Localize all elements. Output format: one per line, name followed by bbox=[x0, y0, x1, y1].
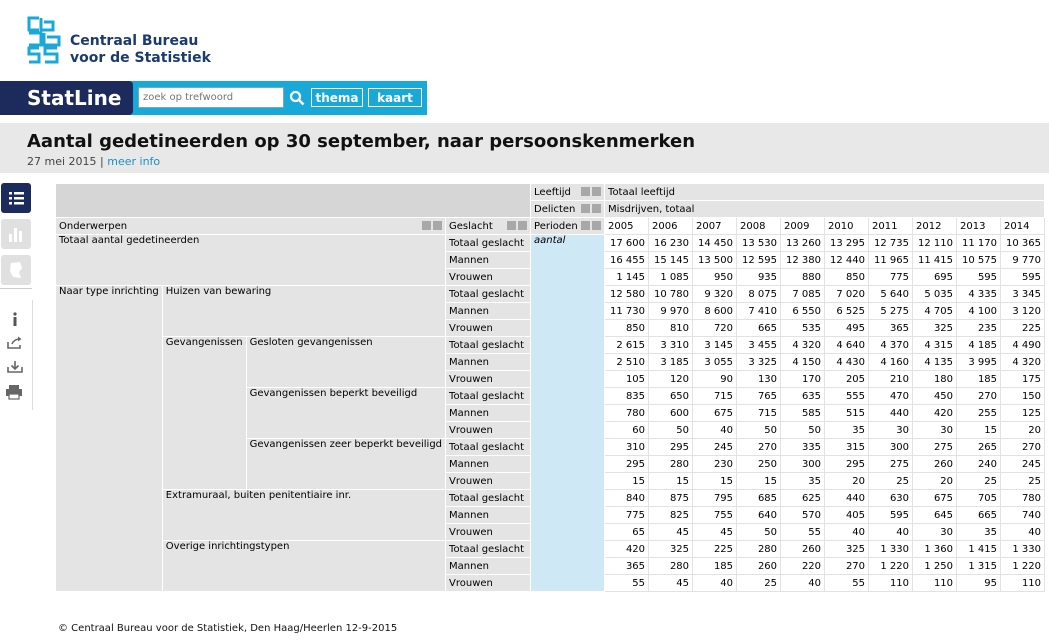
value-cell: 15 bbox=[649, 473, 693, 490]
row-label-zeer-beperkt[interactable]: Gevangenissen zeer beperkt beveiligd bbox=[246, 439, 445, 490]
row-label-sex[interactable]: Mannen bbox=[446, 456, 531, 473]
value-cell: 325 bbox=[649, 541, 693, 558]
dim-leeftijd-value: Totaal leeftijd bbox=[605, 184, 1045, 201]
value-cell: 10 575 bbox=[957, 252, 1001, 269]
value-cell: 15 bbox=[605, 473, 649, 490]
unit-cell bbox=[531, 235, 605, 592]
value-cell: 125 bbox=[1001, 405, 1045, 422]
row-label-sex[interactable]: Mannen bbox=[446, 405, 531, 422]
value-cell: 2 510 bbox=[605, 354, 649, 371]
dim-perioden-label: Perioden bbox=[534, 220, 578, 232]
download-icon[interactable] bbox=[6, 360, 24, 374]
value-cell: 25 bbox=[1001, 473, 1045, 490]
value-cell: 635 bbox=[781, 388, 825, 405]
value-cell: 265 bbox=[957, 439, 1001, 456]
row-label-sex[interactable]: Totaal geslacht bbox=[446, 286, 531, 303]
value-cell: 335 bbox=[781, 439, 825, 456]
value-cell: 705 bbox=[957, 490, 1001, 507]
value-cell: 495 bbox=[825, 320, 869, 337]
value-cell: 13 295 bbox=[825, 235, 869, 252]
value-cell: 15 bbox=[737, 473, 781, 490]
value-cell: 5 275 bbox=[869, 303, 913, 320]
dim-delicten[interactable] bbox=[531, 201, 605, 218]
row-label-gevangenissen[interactable]: Gevangenissen bbox=[162, 337, 246, 490]
value-cell: 420 bbox=[605, 541, 649, 558]
value-cell: 95 bbox=[957, 575, 1001, 592]
row-label-sex[interactable]: Mannen bbox=[446, 507, 531, 524]
value-cell: 250 bbox=[737, 456, 781, 473]
list-icon bbox=[1, 183, 31, 213]
value-cell: 110 bbox=[1001, 575, 1045, 592]
value-cell: 16 455 bbox=[605, 252, 649, 269]
value-cell: 12 440 bbox=[825, 252, 869, 269]
value-cell: 795 bbox=[693, 490, 737, 507]
value-cell: 110 bbox=[869, 575, 913, 592]
value-cell: 25 bbox=[869, 473, 913, 490]
value-cell: 120 bbox=[649, 371, 693, 388]
value-cell: 1 330 bbox=[1001, 541, 1045, 558]
cbs-logo-icon[interactable] bbox=[27, 16, 61, 64]
value-cell: 7 020 bbox=[825, 286, 869, 303]
value-cell: 50 bbox=[737, 422, 781, 439]
value-cell: 175 bbox=[1001, 371, 1045, 388]
value-cell: 275 bbox=[913, 439, 957, 456]
value-cell: 585 bbox=[781, 405, 825, 422]
value-cell: 810 bbox=[649, 320, 693, 337]
value-cell: 3 455 bbox=[737, 337, 781, 354]
value-cell: 1 085 bbox=[649, 269, 693, 286]
row-label-sex[interactable]: Totaal geslacht bbox=[446, 337, 531, 354]
year-header[interactable]: 2011 bbox=[869, 218, 913, 235]
value-cell: 4 160 bbox=[869, 354, 913, 371]
value-cell: 840 bbox=[605, 490, 649, 507]
value-cell: 4 135 bbox=[913, 354, 957, 371]
value-cell: 280 bbox=[649, 558, 693, 575]
row-label-sex[interactable]: Totaal geslacht bbox=[446, 541, 531, 558]
row-label-naar-type[interactable]: Naar type inrichting bbox=[56, 286, 163, 592]
value-cell: 40 bbox=[693, 422, 737, 439]
dim-leeftijd[interactable] bbox=[531, 184, 605, 201]
value-cell: 55 bbox=[781, 524, 825, 541]
footer-copyright: © Centraal Bureau voor de Statistiek, Den Haag/Heerlen 12-9-2015 bbox=[58, 623, 398, 634]
value-cell: 665 bbox=[957, 507, 1001, 524]
value-cell: 4 320 bbox=[781, 337, 825, 354]
row-label-sex[interactable]: Vrouwen bbox=[446, 422, 531, 439]
value-cell: 50 bbox=[781, 422, 825, 439]
value-cell: 595 bbox=[957, 269, 1001, 286]
value-cell: 645 bbox=[913, 507, 957, 524]
value-cell: 2 615 bbox=[605, 337, 649, 354]
value-cell: 20 bbox=[913, 473, 957, 490]
row-label-sex[interactable]: Totaal geslacht bbox=[446, 439, 531, 456]
row-label-sex[interactable]: Totaal geslacht bbox=[446, 235, 531, 252]
dim-delicten-value: Misdrijven, totaal bbox=[605, 201, 1045, 218]
value-cell: 11 965 bbox=[869, 252, 913, 269]
value-cell: 35 bbox=[781, 473, 825, 490]
value-cell: 270 bbox=[957, 388, 1001, 405]
meta-separator: | bbox=[100, 155, 104, 168]
dim-leeftijd-controls[interactable] bbox=[579, 187, 601, 198]
row-label-sex[interactable]: Mannen bbox=[446, 354, 531, 371]
value-cell: 35 bbox=[825, 422, 869, 439]
value-cell: 3 995 bbox=[957, 354, 1001, 371]
value-cell: 720 bbox=[693, 320, 737, 337]
value-cell: 4 370 bbox=[869, 337, 913, 354]
value-cell: 300 bbox=[781, 456, 825, 473]
value-cell: 13 530 bbox=[737, 235, 781, 252]
row-label-beperkt[interactable]: Gevangenissen beperkt beveiligd bbox=[246, 388, 445, 439]
value-cell: 9 320 bbox=[693, 286, 737, 303]
value-cell: 35 bbox=[957, 524, 1001, 541]
row-label-sex[interactable]: Mannen bbox=[446, 558, 531, 575]
row-label-sex[interactable]: Mannen bbox=[446, 252, 531, 269]
dim-delicten-label: Delicten bbox=[534, 203, 576, 215]
row-label-sex[interactable]: Vrouwen bbox=[446, 371, 531, 388]
year-header[interactable]: 2005 bbox=[605, 218, 649, 235]
dim-onderwerpen[interactable] bbox=[56, 218, 446, 235]
dim-delicten-controls[interactable] bbox=[579, 204, 601, 215]
map-view-button[interactable] bbox=[1, 255, 31, 285]
share-icon[interactable] bbox=[6, 336, 24, 350]
value-cell: 50 bbox=[737, 524, 781, 541]
value-cell: 210 bbox=[869, 371, 913, 388]
print-icon[interactable] bbox=[5, 384, 23, 400]
value-cell: 4 430 bbox=[825, 354, 869, 371]
value-cell: 16 230 bbox=[649, 235, 693, 252]
value-cell: 270 bbox=[825, 558, 869, 575]
value-cell: 7 085 bbox=[781, 286, 825, 303]
value-cell: 440 bbox=[825, 490, 869, 507]
value-cell: 4 705 bbox=[913, 303, 957, 320]
value-cell: 13 500 bbox=[693, 252, 737, 269]
value-cell: 365 bbox=[605, 558, 649, 575]
value-cell: 40 bbox=[825, 524, 869, 541]
value-cell: 295 bbox=[649, 439, 693, 456]
year-header[interactable]: 2008 bbox=[737, 218, 781, 235]
row-label-sex[interactable]: Vrouwen bbox=[446, 524, 531, 541]
value-cell: 555 bbox=[825, 388, 869, 405]
value-cell: 835 bbox=[605, 388, 649, 405]
value-cell: 4 490 bbox=[1001, 337, 1045, 354]
value-cell: 3 185 bbox=[649, 354, 693, 371]
value-cell: 20 bbox=[825, 473, 869, 490]
org-name-line1: Centraal Bureau bbox=[70, 33, 199, 49]
value-cell: 715 bbox=[737, 405, 781, 422]
value-cell: 325 bbox=[825, 541, 869, 558]
value-cell: 4 640 bbox=[825, 337, 869, 354]
year-header[interactable]: 2010 bbox=[825, 218, 869, 235]
year-header[interactable]: 2012 bbox=[913, 218, 957, 235]
value-cell: 950 bbox=[693, 269, 737, 286]
row-label-huizen[interactable]: Huizen van bewaring bbox=[162, 286, 445, 337]
kaart-button[interactable]: kaart bbox=[368, 88, 422, 107]
value-cell: 1 220 bbox=[1001, 558, 1045, 575]
value-cell: 150 bbox=[1001, 388, 1045, 405]
value-cell: 420 bbox=[913, 405, 957, 422]
value-cell: 20 bbox=[1001, 422, 1045, 439]
value-cell: 15 bbox=[693, 473, 737, 490]
value-cell: 595 bbox=[1001, 269, 1045, 286]
value-cell: 130 bbox=[737, 371, 781, 388]
value-cell: 4 315 bbox=[913, 337, 957, 354]
value-cell: 850 bbox=[605, 320, 649, 337]
value-cell: 3 145 bbox=[693, 337, 737, 354]
row-label-sex[interactable]: Vrouwen bbox=[446, 320, 531, 337]
value-cell: 715 bbox=[693, 388, 737, 405]
row-label-sex[interactable]: Totaal geslacht bbox=[446, 490, 531, 507]
value-cell: 775 bbox=[605, 507, 649, 524]
thema-button[interactable]: thema bbox=[311, 88, 363, 107]
value-cell: 15 145 bbox=[649, 252, 693, 269]
value-cell: 45 bbox=[649, 575, 693, 592]
value-cell: 4 320 bbox=[1001, 354, 1045, 371]
value-cell: 875 bbox=[649, 490, 693, 507]
value-cell: 90 bbox=[693, 371, 737, 388]
statline-logo[interactable]: StatLine bbox=[0, 81, 133, 115]
value-cell: 17 600 bbox=[605, 235, 649, 252]
value-cell: 260 bbox=[737, 558, 781, 575]
value-cell: 11 170 bbox=[957, 235, 1001, 252]
value-cell: 3 325 bbox=[737, 354, 781, 371]
value-cell: 780 bbox=[605, 405, 649, 422]
year-header[interactable]: 2014 bbox=[1001, 218, 1045, 235]
value-cell: 15 bbox=[957, 422, 1001, 439]
value-cell: 315 bbox=[825, 439, 869, 456]
page-title: Aantal gedetineerden op 30 september, naar persoonskenmerken bbox=[27, 131, 696, 152]
value-cell: 1 220 bbox=[869, 558, 913, 575]
row-label-sex[interactable]: Mannen bbox=[446, 303, 531, 320]
value-cell: 9 970 bbox=[649, 303, 693, 320]
value-cell: 470 bbox=[869, 388, 913, 405]
bar-chart-icon bbox=[1, 219, 31, 249]
value-cell: 675 bbox=[693, 405, 737, 422]
value-cell: 685 bbox=[737, 490, 781, 507]
value-cell: 12 380 bbox=[781, 252, 825, 269]
value-cell: 13 260 bbox=[781, 235, 825, 252]
value-cell: 1 315 bbox=[957, 558, 1001, 575]
value-cell: 1 360 bbox=[913, 541, 957, 558]
chart-view-button[interactable] bbox=[1, 219, 31, 249]
value-cell: 12 110 bbox=[913, 235, 957, 252]
value-cell: 6 550 bbox=[781, 303, 825, 320]
value-cell: 280 bbox=[649, 456, 693, 473]
value-cell: 675 bbox=[913, 490, 957, 507]
value-cell: 280 bbox=[737, 541, 781, 558]
value-cell: 14 450 bbox=[693, 235, 737, 252]
value-cell: 295 bbox=[825, 456, 869, 473]
value-cell: 600 bbox=[649, 405, 693, 422]
value-cell: 225 bbox=[1001, 320, 1045, 337]
value-cell: 595 bbox=[869, 507, 913, 524]
value-cell: 1 250 bbox=[913, 558, 957, 575]
value-cell: 235 bbox=[957, 320, 1001, 337]
row-label-extramuraal[interactable]: Extramuraal, buiten penitentiaire inr. bbox=[162, 490, 445, 541]
value-cell: 205 bbox=[825, 371, 869, 388]
dim-leeftijd-label: Leeftijd bbox=[534, 186, 571, 198]
more-info-link[interactable]: meer info bbox=[107, 155, 161, 168]
value-cell: 185 bbox=[693, 558, 737, 575]
value-cell: 10 780 bbox=[649, 286, 693, 303]
value-cell: 270 bbox=[737, 439, 781, 456]
value-cell: 1 145 bbox=[605, 269, 649, 286]
year-header[interactable]: 2009 bbox=[781, 218, 825, 235]
value-cell: 325 bbox=[913, 320, 957, 337]
value-cell: 110 bbox=[913, 575, 957, 592]
value-cell: 105 bbox=[605, 371, 649, 388]
table-row bbox=[56, 235, 1045, 252]
value-cell: 240 bbox=[957, 456, 1001, 473]
value-cell: 10 365 bbox=[1001, 235, 1045, 252]
value-cell: 6 525 bbox=[825, 303, 869, 320]
value-cell: 185 bbox=[957, 371, 1001, 388]
table-view-button[interactable] bbox=[1, 183, 31, 213]
value-cell: 695 bbox=[913, 269, 957, 286]
org-name-line2: voor de Statistiek bbox=[70, 50, 211, 66]
row-label-overige[interactable]: Overige inrichtingstypen bbox=[162, 541, 445, 592]
value-cell: 5 035 bbox=[913, 286, 957, 303]
value-cell: 30 bbox=[869, 422, 913, 439]
value-cell: 515 bbox=[825, 405, 869, 422]
value-cell: 275 bbox=[869, 456, 913, 473]
value-cell: 220 bbox=[781, 558, 825, 575]
unit-label: aantal bbox=[534, 235, 566, 246]
value-cell: 40 bbox=[1001, 524, 1045, 541]
value-cell: 7 410 bbox=[737, 303, 781, 320]
page-meta bbox=[27, 155, 160, 168]
value-cell: 4 150 bbox=[781, 354, 825, 371]
dim-geslacht-controls[interactable] bbox=[505, 221, 527, 232]
value-cell: 55 bbox=[825, 575, 869, 592]
value-cell: 260 bbox=[781, 541, 825, 558]
value-cell: 45 bbox=[649, 524, 693, 541]
dim-onderwerpen-controls[interactable] bbox=[420, 221, 442, 232]
value-cell: 295 bbox=[605, 456, 649, 473]
value-cell: 60 bbox=[605, 422, 649, 439]
value-cell: 9 770 bbox=[1001, 252, 1045, 269]
value-cell: 3 055 bbox=[693, 354, 737, 371]
value-cell: 310 bbox=[605, 439, 649, 456]
dim-geslacht-label: Geslacht bbox=[449, 220, 493, 232]
value-cell: 11 730 bbox=[605, 303, 649, 320]
value-cell: 880 bbox=[781, 269, 825, 286]
search-icon[interactable] bbox=[289, 90, 305, 106]
value-cell: 650 bbox=[649, 388, 693, 405]
dim-perioden-controls[interactable] bbox=[579, 221, 601, 232]
value-cell: 825 bbox=[649, 507, 693, 524]
year-header[interactable]: 2007 bbox=[693, 218, 737, 235]
value-cell: 4 185 bbox=[957, 337, 1001, 354]
page-date: 27 mei 2015 bbox=[27, 155, 97, 168]
value-cell: 405 bbox=[825, 507, 869, 524]
value-cell: 245 bbox=[693, 439, 737, 456]
value-cell: 45 bbox=[693, 524, 737, 541]
data-table bbox=[55, 183, 1045, 592]
row-label-totaal[interactable]: Totaal aantal gedetineerden bbox=[56, 235, 446, 286]
info-icon[interactable] bbox=[8, 311, 22, 327]
dim-onderwerpen-label: Onderwerpen bbox=[59, 220, 128, 232]
value-cell: 12 595 bbox=[737, 252, 781, 269]
value-cell: 4 335 bbox=[957, 286, 1001, 303]
value-cell: 4 100 bbox=[957, 303, 1001, 320]
value-cell: 255 bbox=[957, 405, 1001, 422]
year-header[interactable]: 2013 bbox=[957, 218, 1001, 235]
value-cell: 12 735 bbox=[869, 235, 913, 252]
value-cell: 765 bbox=[737, 388, 781, 405]
value-cell: 570 bbox=[781, 507, 825, 524]
value-cell: 225 bbox=[693, 541, 737, 558]
value-cell: 12 580 bbox=[605, 286, 649, 303]
value-cell: 665 bbox=[737, 320, 781, 337]
value-cell: 25 bbox=[737, 575, 781, 592]
value-cell: 755 bbox=[693, 507, 737, 524]
value-cell: 3 310 bbox=[649, 337, 693, 354]
value-cell: 11 415 bbox=[913, 252, 957, 269]
header-spacer bbox=[56, 184, 531, 218]
value-cell: 935 bbox=[737, 269, 781, 286]
value-cell: 170 bbox=[781, 371, 825, 388]
value-cell: 50 bbox=[649, 422, 693, 439]
row-label-gesloten[interactable]: Gesloten gevangenissen bbox=[246, 337, 445, 388]
value-cell: 440 bbox=[869, 405, 913, 422]
value-cell: 365 bbox=[869, 320, 913, 337]
value-cell: 40 bbox=[781, 575, 825, 592]
value-cell: 40 bbox=[869, 524, 913, 541]
value-cell: 55 bbox=[605, 575, 649, 592]
value-cell: 535 bbox=[781, 320, 825, 337]
value-cell: 3 120 bbox=[1001, 303, 1045, 320]
value-cell: 3 345 bbox=[1001, 286, 1045, 303]
dim-geslacht[interactable] bbox=[446, 218, 531, 235]
value-cell: 40 bbox=[693, 575, 737, 592]
value-cell: 1 330 bbox=[869, 541, 913, 558]
row-label-sex[interactable]: Vrouwen bbox=[446, 473, 531, 490]
value-cell: 450 bbox=[913, 388, 957, 405]
value-cell: 850 bbox=[825, 269, 869, 286]
value-cell: 775 bbox=[869, 269, 913, 286]
value-cell: 230 bbox=[693, 456, 737, 473]
toolbar-divider bbox=[0, 288, 32, 289]
value-cell: 30 bbox=[913, 422, 957, 439]
value-cell: 5 640 bbox=[869, 286, 913, 303]
value-cell: 625 bbox=[781, 490, 825, 507]
map-icon bbox=[1, 255, 31, 285]
value-cell: 630 bbox=[869, 490, 913, 507]
value-cell: 640 bbox=[737, 507, 781, 524]
row-label-sex[interactable]: Totaal geslacht bbox=[446, 388, 531, 405]
search-input[interactable] bbox=[138, 87, 284, 108]
value-cell: 1 415 bbox=[957, 541, 1001, 558]
value-cell: 300 bbox=[869, 439, 913, 456]
row-label-sex[interactable]: Vrouwen bbox=[446, 575, 531, 592]
dim-perioden[interactable] bbox=[531, 218, 605, 235]
value-cell: 740 bbox=[1001, 507, 1045, 524]
value-cell: 270 bbox=[1001, 439, 1045, 456]
value-cell: 260 bbox=[913, 456, 957, 473]
value-cell: 8 075 bbox=[737, 286, 781, 303]
org-name bbox=[70, 33, 211, 67]
year-header[interactable]: 2006 bbox=[649, 218, 693, 235]
value-cell: 8 600 bbox=[693, 303, 737, 320]
value-cell: 25 bbox=[957, 473, 1001, 490]
value-cell: 30 bbox=[913, 524, 957, 541]
value-cell: 65 bbox=[605, 524, 649, 541]
row-label-sex[interactable]: Vrouwen bbox=[446, 269, 531, 286]
value-cell: 180 bbox=[913, 371, 957, 388]
value-cell: 780 bbox=[1001, 490, 1045, 507]
value-cell: 245 bbox=[1001, 456, 1045, 473]
